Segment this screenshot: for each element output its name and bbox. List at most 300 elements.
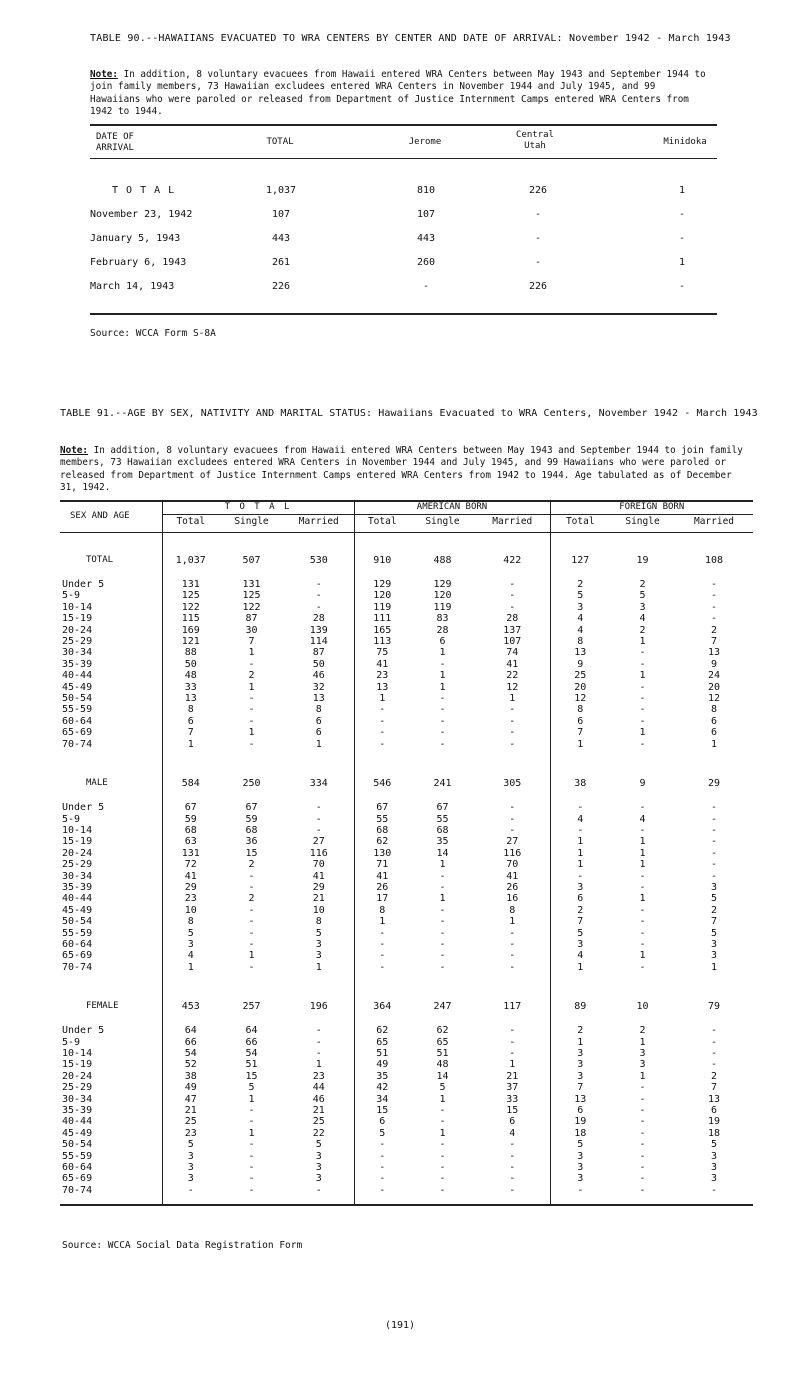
table91-age-label: 10-14 bbox=[62, 1048, 93, 1059]
table91-cell: 66 bbox=[162, 1037, 219, 1048]
table91-cell: 3 bbox=[162, 1173, 219, 1184]
table91-cell: - bbox=[711, 1184, 718, 1196]
table91-cell: 41 bbox=[354, 871, 410, 882]
table91-cell: 139 bbox=[309, 624, 328, 636]
table91-cell: - bbox=[315, 1048, 322, 1059]
table91-age-label: 30-34 bbox=[62, 870, 93, 882]
table91-cell: 63 bbox=[162, 836, 219, 847]
table91-cell: 5 bbox=[315, 927, 322, 939]
table91-age-label: 10-14 bbox=[62, 824, 93, 836]
table90-cell: - bbox=[422, 281, 430, 292]
table91-cell: 1 bbox=[248, 647, 255, 659]
table91-cell: - bbox=[439, 1105, 446, 1117]
table91-cell: 3 bbox=[315, 1173, 322, 1185]
table91-cell: 30 bbox=[245, 624, 258, 636]
table91-age-label: 20-24 bbox=[62, 624, 93, 636]
table91-cell: 68 bbox=[354, 825, 410, 836]
table91-cell: 49 bbox=[354, 1059, 410, 1070]
table91-cell: - bbox=[439, 1139, 446, 1151]
table91-cell: - bbox=[639, 1105, 646, 1117]
table90-header-rule bbox=[90, 158, 717, 159]
table91-age-label: 70-74 bbox=[62, 961, 93, 973]
table91-cell: - bbox=[639, 1150, 646, 1162]
table91-cell: 3 bbox=[315, 1150, 322, 1162]
table91-age-label: 40-44 bbox=[62, 893, 93, 905]
table91-cell: 35 bbox=[436, 836, 449, 848]
table91-cell: - bbox=[248, 938, 255, 950]
table91-cell: 1 bbox=[639, 859, 646, 871]
table91-cell: - bbox=[711, 601, 718, 613]
table91-age-label: 65-69 bbox=[62, 727, 93, 739]
table91-section-total-row bbox=[60, 553, 753, 569]
table91-cell: 3 bbox=[550, 1162, 610, 1173]
table91-cell: 3 bbox=[315, 1162, 322, 1174]
table91-cell: - bbox=[439, 727, 446, 739]
table91-row bbox=[60, 1105, 753, 1116]
table91-cell: - bbox=[509, 1036, 516, 1048]
table91-cell: - bbox=[639, 658, 646, 670]
table91-cell: 68 bbox=[436, 824, 449, 836]
table91-summary-cell: 9 bbox=[639, 778, 646, 790]
table91-cell: - bbox=[439, 658, 446, 670]
table91-cell: 67 bbox=[354, 802, 410, 813]
table91-row bbox=[60, 1094, 753, 1105]
table91-cell: 5 bbox=[550, 590, 610, 601]
table91-cell: 42 bbox=[354, 1082, 410, 1093]
table91-age-label: 70-74 bbox=[62, 1184, 93, 1196]
table91-row bbox=[60, 1139, 753, 1150]
table91-cell: - bbox=[711, 1025, 718, 1037]
table91-cell: 8 bbox=[315, 704, 322, 716]
table91-cell: 9 bbox=[711, 658, 718, 670]
table91-cell: - bbox=[439, 881, 446, 893]
table91-cell: 1 bbox=[509, 1059, 516, 1071]
table91-cell: 4 bbox=[639, 813, 646, 825]
table91-cell: 5 bbox=[354, 1128, 410, 1139]
table91-sub-header: Single bbox=[625, 515, 660, 527]
table91-cell: 129 bbox=[354, 579, 410, 590]
table91-cell: 6 bbox=[315, 715, 322, 727]
table91-cell: 68 bbox=[245, 824, 258, 836]
table91-cell: 13 bbox=[312, 693, 325, 705]
table91-cell: 7 bbox=[550, 916, 610, 927]
table91-cell: 27 bbox=[312, 836, 325, 848]
table91-cell: - bbox=[248, 881, 255, 893]
table91-cell: 3 bbox=[639, 1059, 646, 1071]
table91-cell: 1 bbox=[550, 859, 610, 870]
table91-row bbox=[60, 1025, 753, 1036]
table91-cell: 41 bbox=[162, 871, 219, 882]
table91-cell: - bbox=[315, 590, 322, 602]
table91-cell: 1 bbox=[550, 836, 610, 847]
table91-cell: - bbox=[248, 1105, 255, 1117]
table91-cell: 1 bbox=[639, 836, 646, 848]
table91-cell: 28 bbox=[312, 613, 325, 625]
table90-row-label: February 6, 1943 bbox=[90, 257, 187, 268]
table91-group-header-row bbox=[60, 501, 753, 515]
table91-cell: 28 bbox=[506, 613, 519, 625]
table91-cell: - bbox=[711, 870, 718, 882]
table91-cell: - bbox=[354, 716, 410, 727]
table91-cell: 2 bbox=[711, 904, 718, 916]
table91-cell: - bbox=[354, 739, 410, 750]
table91-cell: 131 bbox=[162, 848, 219, 859]
table91-cell: 1 bbox=[639, 1036, 646, 1048]
table91-age-label: 35-39 bbox=[62, 1105, 93, 1117]
table91-cell: - bbox=[248, 1184, 255, 1196]
table91-cell: - bbox=[439, 950, 446, 962]
table91-row bbox=[60, 693, 753, 704]
table91-row bbox=[60, 905, 753, 916]
table91-cell: 6 bbox=[162, 716, 219, 727]
table91-cell: - bbox=[315, 1184, 322, 1196]
table91-cell: - bbox=[509, 1025, 516, 1037]
table91-cell: 13 bbox=[550, 647, 610, 658]
table91-cell: 35 bbox=[354, 1071, 410, 1082]
table91-row bbox=[60, 1151, 753, 1162]
table90-col-header: DATE OF ARRIVAL bbox=[96, 132, 134, 153]
table91-cell: 3 bbox=[711, 1162, 718, 1174]
table91-cell: - bbox=[711, 859, 718, 871]
table91-cell: 169 bbox=[162, 625, 219, 636]
table91-cell: 1 bbox=[354, 916, 410, 927]
table91-cell: - bbox=[509, 1173, 516, 1185]
table91-cell: 15 bbox=[506, 1105, 519, 1117]
table91-cell: - bbox=[439, 1150, 446, 1162]
table91-age-label: 50-54 bbox=[62, 1139, 93, 1151]
table91-cell: - bbox=[509, 802, 516, 814]
table91-cell: 70 bbox=[312, 859, 325, 871]
table91-summary-cell: 241 bbox=[433, 778, 452, 790]
table91-cell: 65 bbox=[436, 1036, 449, 1048]
table91-summary-cell: 910 bbox=[354, 553, 410, 569]
table91-cell: - bbox=[354, 704, 410, 715]
table91-sub-header: Married bbox=[298, 515, 339, 527]
table91-cell: 5 bbox=[711, 893, 718, 905]
table91-row bbox=[60, 1037, 753, 1048]
table90-row-label: January 5, 1943 bbox=[90, 233, 181, 244]
table91-age-label: 60-64 bbox=[62, 938, 93, 950]
table90-cell: - bbox=[534, 233, 542, 244]
table91-cell: 4 bbox=[550, 613, 610, 624]
table91-cell: 12 bbox=[550, 693, 610, 704]
table91-cell: 59 bbox=[162, 814, 219, 825]
table91-cell: 137 bbox=[503, 624, 522, 636]
table90-cell: 443 bbox=[271, 233, 291, 244]
table91-row bbox=[60, 928, 753, 939]
table90-cell: - bbox=[534, 257, 542, 268]
table91-cell: 121 bbox=[162, 636, 219, 647]
table90-source: Source: WCCA Form S-8A bbox=[90, 328, 216, 339]
table91-cell: 52 bbox=[162, 1059, 219, 1070]
table91-cell: 4 bbox=[639, 613, 646, 625]
table91-cell: - bbox=[439, 870, 446, 882]
table90-bottom-rule bbox=[90, 313, 717, 315]
table91-cell: - bbox=[315, 1036, 322, 1048]
table91-cell: 1 bbox=[639, 950, 646, 962]
table91-cell: 29 bbox=[162, 882, 219, 893]
table91-cell: 8 bbox=[162, 704, 219, 715]
table91-summary-cell: 1,037 bbox=[162, 553, 219, 569]
table91-cell: - bbox=[248, 715, 255, 727]
table91-cell: 165 bbox=[354, 625, 410, 636]
table91-cell: 2 bbox=[711, 1070, 718, 1082]
table91-cell: 6 bbox=[509, 1116, 516, 1128]
table91-cell: - bbox=[639, 961, 646, 973]
table91-cell: - bbox=[639, 704, 646, 716]
table91-cell: 66 bbox=[245, 1036, 258, 1048]
table91-cell: - bbox=[639, 881, 646, 893]
table91-age-label: 35-39 bbox=[62, 881, 93, 893]
table91-cell: 7 bbox=[711, 636, 718, 648]
table91-cell: - bbox=[162, 1185, 219, 1196]
table91-cell: - bbox=[639, 824, 646, 836]
table91-cell: 49 bbox=[162, 1082, 219, 1093]
table91-age-label: 30-34 bbox=[62, 647, 93, 659]
table91-cell: - bbox=[315, 802, 322, 814]
table91-row bbox=[60, 962, 753, 973]
table91-age-label: 45-49 bbox=[62, 681, 93, 693]
table91-cell: - bbox=[248, 961, 255, 973]
table91-cell: - bbox=[509, 938, 516, 950]
table91-cell: - bbox=[711, 824, 718, 836]
table91-cell: 115 bbox=[162, 613, 219, 624]
table91-cell: 23 bbox=[354, 670, 410, 681]
table91-sub-header-row bbox=[60, 515, 753, 533]
table91-row bbox=[60, 916, 753, 927]
table91-cell: 3 bbox=[162, 1162, 219, 1173]
table91-cell: - bbox=[509, 579, 516, 590]
table91-cell: 2 bbox=[550, 579, 610, 590]
table91-summary-cell: 584 bbox=[162, 776, 219, 792]
table91-cell: 6 bbox=[354, 1116, 410, 1127]
table91-cell: - bbox=[711, 847, 718, 859]
table91-cell: - bbox=[639, 1184, 646, 1196]
table91-title: TABLE 91.--AGE BY SEX, NATIVITY AND MARITAL STATUS: Hawaiians Evacuated to WRA Centers, November 1942 - March 1943 bbox=[60, 408, 758, 419]
table91-row bbox=[60, 825, 753, 836]
table91-summary-cell: 257 bbox=[242, 1001, 261, 1013]
table91-row bbox=[60, 859, 753, 870]
table91-row bbox=[60, 1116, 753, 1127]
table91-cell: 15 bbox=[245, 847, 258, 859]
table91-cell: 111 bbox=[354, 613, 410, 624]
table91-age-label: 5-9 bbox=[62, 1036, 81, 1048]
table91-cell: 119 bbox=[433, 601, 452, 613]
table91-cell: 3 bbox=[639, 601, 646, 613]
table91-cell: - bbox=[439, 1116, 446, 1128]
table91-cell: - bbox=[639, 1139, 646, 1151]
table91-cell: - bbox=[439, 693, 446, 705]
table91 bbox=[60, 500, 753, 1206]
table91-cell: - bbox=[248, 658, 255, 670]
table91-age-label: 50-54 bbox=[62, 916, 93, 928]
table91-cell: 122 bbox=[162, 602, 219, 613]
table91-cell: 1 bbox=[550, 962, 610, 973]
table91-cell: - bbox=[509, 1048, 516, 1059]
table91-cell: 5 bbox=[248, 1082, 255, 1094]
table91-cell: 12 bbox=[707, 693, 721, 705]
table91-cell: - bbox=[639, 916, 646, 928]
table91-age-label: 25-29 bbox=[62, 859, 93, 871]
table91-cell: - bbox=[439, 927, 446, 939]
table91-cell: - bbox=[711, 836, 718, 848]
table91-cell: 1 bbox=[509, 693, 516, 705]
table91-age-label: 30-34 bbox=[62, 1093, 93, 1105]
table91-cell: 25 bbox=[162, 1116, 219, 1127]
table91-cell: 48 bbox=[436, 1059, 449, 1071]
table91-summary-cell: 305 bbox=[503, 778, 522, 790]
table91-cell: 3 bbox=[711, 938, 718, 950]
table91-cell: - bbox=[315, 601, 322, 613]
table90-cell: 226 bbox=[528, 185, 548, 196]
table91-cell: - bbox=[711, 802, 718, 814]
table91-cell: - bbox=[248, 1139, 255, 1151]
table91-cell: 20 bbox=[550, 682, 610, 693]
table91-cell: 21 bbox=[162, 1105, 219, 1116]
table91-cell: 2 bbox=[550, 905, 610, 916]
table91-cell: 26 bbox=[354, 882, 410, 893]
table91-section-total-row bbox=[60, 776, 753, 792]
table91-cell: 4 bbox=[550, 814, 610, 825]
table91-row bbox=[60, 613, 753, 624]
table91-cell: - bbox=[509, 1162, 516, 1174]
table91-cell: 38 bbox=[162, 1071, 219, 1082]
table91-cell: 4 bbox=[550, 625, 610, 636]
table90-row-label: T O T A L bbox=[112, 185, 176, 196]
table91-row bbox=[60, 739, 753, 750]
table91-cell: - bbox=[509, 738, 516, 750]
table90-cell: 226 bbox=[271, 281, 291, 292]
table91-cell: - bbox=[354, 1162, 410, 1173]
table91-cell: 41 bbox=[312, 870, 325, 882]
table91-cell: 13 bbox=[354, 682, 410, 693]
table91-cell: - bbox=[354, 928, 410, 939]
table91-cell: - bbox=[711, 579, 718, 590]
table91-cell: 3 bbox=[639, 1048, 646, 1059]
table91-cell: - bbox=[639, 1093, 646, 1105]
table91-cell: - bbox=[639, 647, 646, 659]
table91-cell: 47 bbox=[162, 1094, 219, 1105]
table90-note bbox=[90, 69, 710, 119]
table91-cell: 116 bbox=[309, 847, 328, 859]
table91-cell: 87 bbox=[312, 647, 325, 659]
table91-section-total-row bbox=[60, 999, 753, 1015]
table91-cell: 22 bbox=[312, 1127, 325, 1139]
table91-cell: 1 bbox=[439, 893, 446, 905]
table91-cell: 50 bbox=[162, 659, 219, 670]
table91-summary-cell: 10 bbox=[636, 1001, 649, 1013]
table91-cell: - bbox=[639, 1173, 646, 1185]
table91-cell: 5 bbox=[550, 928, 610, 939]
table91-cell: 1 bbox=[439, 1093, 446, 1105]
table91-row bbox=[60, 625, 753, 636]
table91-row bbox=[60, 716, 753, 727]
table91-cell: 41 bbox=[506, 658, 519, 670]
table91-summary-cell: 530 bbox=[309, 555, 328, 567]
table91-cell: 26 bbox=[506, 881, 519, 893]
table91-cell: - bbox=[550, 1185, 610, 1196]
table91-sub-header: Single bbox=[234, 515, 269, 527]
table91-age-label: 70-74 bbox=[62, 738, 93, 750]
table91-sub-header: Total bbox=[162, 515, 219, 533]
table91-cell: 65 bbox=[354, 1037, 410, 1048]
table91-cell: 1 bbox=[639, 670, 646, 682]
table91-cell: - bbox=[509, 813, 516, 825]
table91-cell: 46 bbox=[312, 670, 325, 682]
table91-cell: - bbox=[354, 939, 410, 950]
table91-age-label: 5-9 bbox=[62, 590, 81, 602]
table91-cell: 6 bbox=[711, 1105, 718, 1117]
table91-summary-cell: 108 bbox=[704, 555, 724, 567]
table91-age-label: 10-14 bbox=[62, 601, 93, 613]
table91-cell: 3 bbox=[550, 1173, 610, 1184]
table91-cell: 1 bbox=[248, 1127, 255, 1139]
table91-row bbox=[60, 727, 753, 738]
table91-cell: 3 bbox=[550, 1071, 610, 1082]
table91-cell: 8 bbox=[354, 905, 410, 916]
table91-cell: - bbox=[354, 1185, 410, 1196]
table91-cell: 3 bbox=[550, 1059, 610, 1070]
table90-col-header: Central Utah bbox=[516, 130, 554, 151]
table91-cell: 14 bbox=[436, 1070, 449, 1082]
table91-summary-cell: 19 bbox=[636, 555, 649, 567]
table91-cell: 2 bbox=[711, 624, 718, 636]
table91-cell: - bbox=[248, 916, 255, 928]
table91-cell: - bbox=[248, 1150, 255, 1162]
table91-cell: 55 bbox=[436, 813, 449, 825]
table91-cell: - bbox=[639, 1082, 646, 1094]
table91-cell: 9 bbox=[550, 659, 610, 670]
table91-cell: 18 bbox=[550, 1128, 610, 1139]
table91-cell: 41 bbox=[354, 659, 410, 670]
table91-cell: - bbox=[509, 704, 516, 716]
table91-row bbox=[60, 836, 753, 847]
table91-cell: - bbox=[315, 813, 322, 825]
table91-cell: 6 bbox=[711, 727, 718, 739]
table91-cell: 5 bbox=[162, 928, 219, 939]
table91-cell: 8 bbox=[315, 916, 322, 928]
table91-source: Source: WCCA Social Data Registration Form bbox=[62, 1240, 303, 1251]
table91-cell: - bbox=[354, 727, 410, 738]
table90-cell: - bbox=[678, 281, 686, 292]
table91-cell: 54 bbox=[162, 1048, 219, 1059]
table91-sub-header: Total bbox=[354, 515, 410, 533]
table91-cell: 62 bbox=[354, 836, 410, 847]
table91-cell: - bbox=[639, 715, 646, 727]
table90-cell: - bbox=[534, 209, 542, 220]
table91-cell: 113 bbox=[354, 636, 410, 647]
table91-cell: 10 bbox=[162, 905, 219, 916]
table91-cell: 5 bbox=[711, 1139, 718, 1151]
table91-cell: - bbox=[248, 1162, 255, 1174]
table91-cell: 1 bbox=[439, 1127, 446, 1139]
table91-cell: - bbox=[711, 1036, 718, 1048]
table91-cell: 2 bbox=[550, 1025, 610, 1036]
table91-age-label: 55-59 bbox=[62, 927, 93, 939]
table91-age-label: Under 5 bbox=[62, 1025, 105, 1037]
table91-cell: 48 bbox=[162, 670, 219, 681]
table91-cell: 1 bbox=[248, 681, 255, 693]
table91-cell: 64 bbox=[245, 1025, 258, 1037]
table91-cell: - bbox=[439, 738, 446, 750]
table91-cell: 71 bbox=[354, 859, 410, 870]
table91-cell: 3 bbox=[315, 938, 322, 950]
table91-age-label: 35-39 bbox=[62, 658, 93, 670]
table91-cell: 37 bbox=[506, 1082, 519, 1094]
table91-cell: 68 bbox=[162, 825, 219, 836]
table91-cell: 120 bbox=[354, 590, 410, 601]
table91-cell: 2 bbox=[639, 1025, 646, 1037]
